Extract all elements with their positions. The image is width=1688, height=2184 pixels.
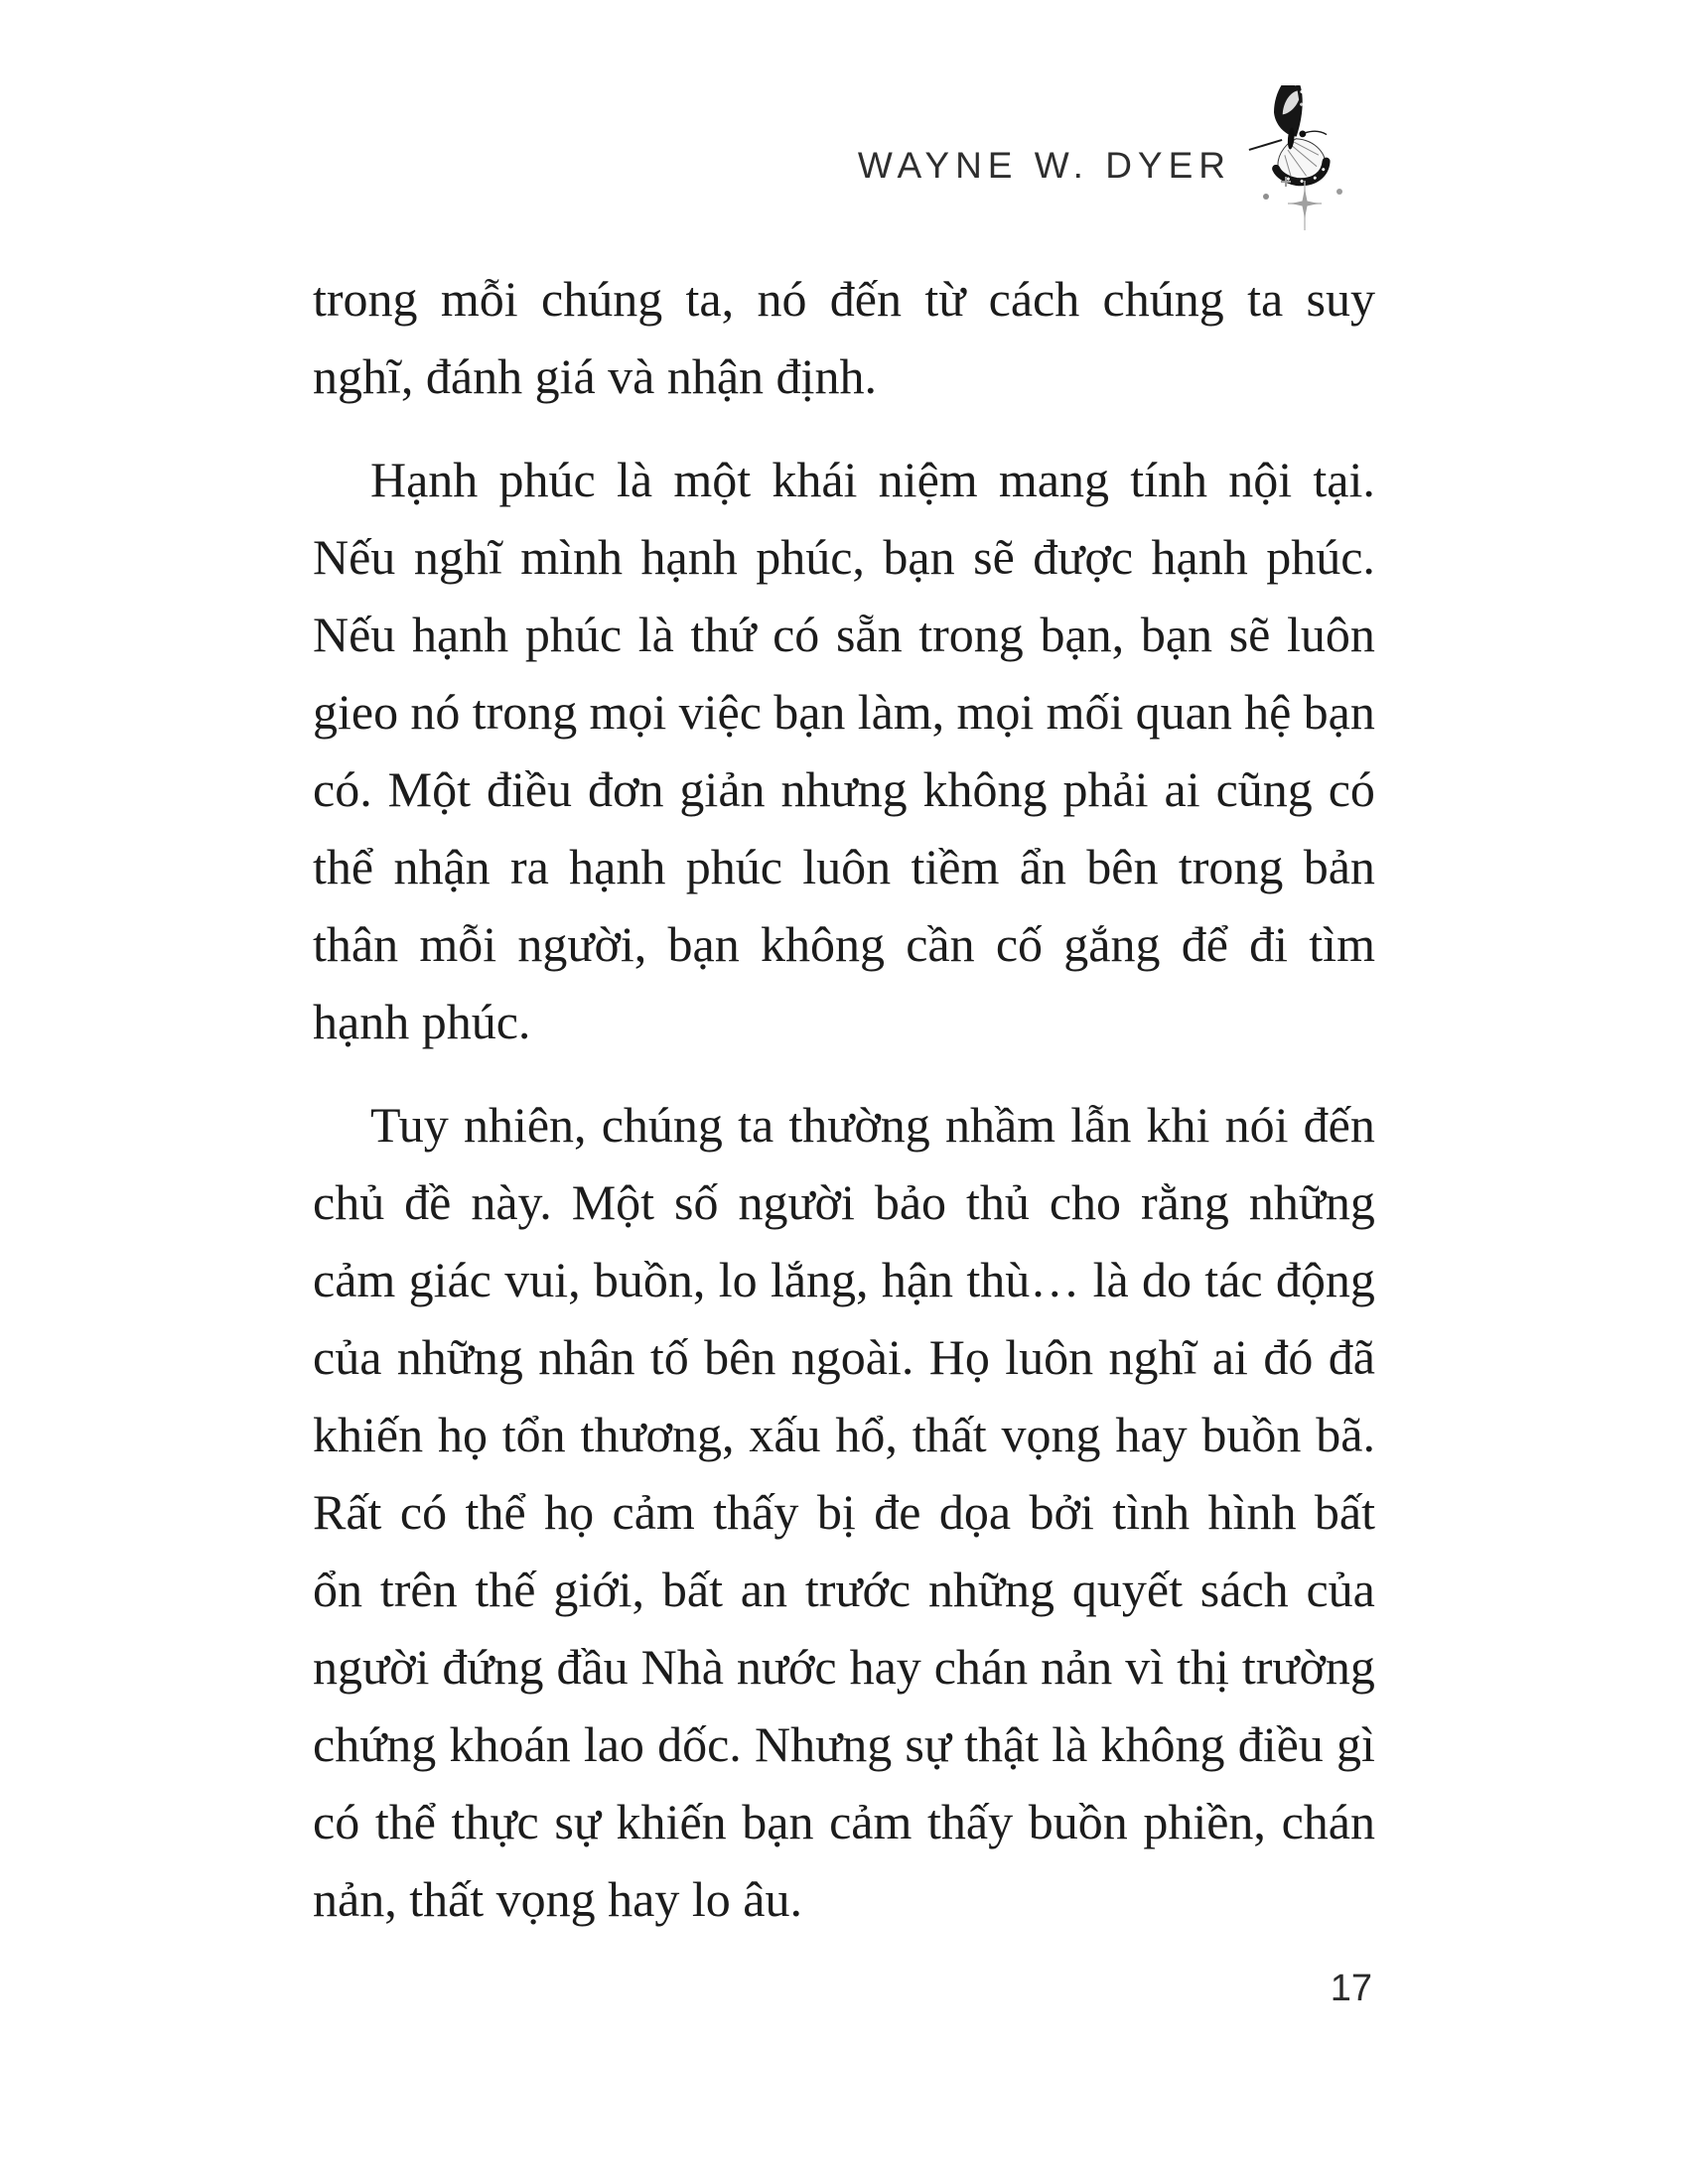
text-line: nghĩ, đánh giá và nhận định. bbox=[313, 348, 877, 404]
text-line: hạnh phúc. bbox=[313, 994, 531, 1049]
text-line: Rất có thể họ cảm thấy bị đe dọa bởi tình hình bất bbox=[313, 1484, 1375, 1540]
text-line: thể nhận ra hạnh phúc luôn tiềm ẩn bên trong bản bbox=[313, 839, 1375, 894]
body-text bbox=[313, 260, 1375, 1938]
page-number: 17 bbox=[1330, 1968, 1372, 2009]
text-line: Hạnh phúc là một khái niệm mang tính nội tại. bbox=[370, 452, 1375, 507]
text-line: Nếu hạnh phúc là thứ có sẵn trong bạn, bạn sẽ luôn bbox=[313, 607, 1375, 662]
text-line: nản, thất vọng hay lo âu. bbox=[313, 1871, 802, 1927]
butterfly-icon bbox=[1243, 85, 1352, 244]
text-line: trong mỗi chúng ta, nó đến từ cách chúng ta suy bbox=[313, 271, 1375, 327]
paragraph bbox=[313, 441, 1375, 1060]
text-line: người đứng đầu Nhà nước hay chán nản vì thị trường bbox=[313, 1639, 1375, 1695]
text-line: Nếu nghĩ mình hạnh phúc, bạn sẽ được hạnh phúc. bbox=[313, 529, 1375, 585]
text-line: khiến họ tổn thương, xấu hổ, thất vọng hay buồn bã. bbox=[313, 1407, 1375, 1462]
paragraph bbox=[313, 1086, 1375, 1938]
text-line: có thể thực sự khiến bạn cảm thấy buồn phiền, chán bbox=[313, 1794, 1375, 1849]
text-line: có. Một điều đơn giản nhưng không phải ai cũng có bbox=[313, 761, 1375, 817]
text-line: cảm giác vui, buồn, lo lắng, hận thù… là do tác động bbox=[313, 1252, 1375, 1307]
page-header-author: WAYNE W. DYER bbox=[857, 145, 1231, 186]
text-line: Tuy nhiên, chúng ta thường nhầm lẫn khi nói đến bbox=[370, 1097, 1375, 1153]
text-line: thân mỗi người, bạn không cần cố gắng để đi tìm bbox=[313, 916, 1375, 972]
text-line: chứng khoán lao dốc. Nhưng sự thật là không điều gì bbox=[313, 1716, 1375, 1772]
text-line: chủ đề này. Một số người bảo thủ cho rằng những bbox=[313, 1174, 1375, 1230]
text-line: của những nhân tố bên ngoài. Họ luôn nghĩ ai đó đã bbox=[313, 1329, 1375, 1385]
text-line: ổn trên thế giới, bất an trước những quyết sách của bbox=[313, 1562, 1375, 1617]
text-line: gieo nó trong mọi việc bạn làm, mọi mối quan hệ bạn bbox=[313, 684, 1375, 740]
paragraph bbox=[313, 260, 1375, 415]
